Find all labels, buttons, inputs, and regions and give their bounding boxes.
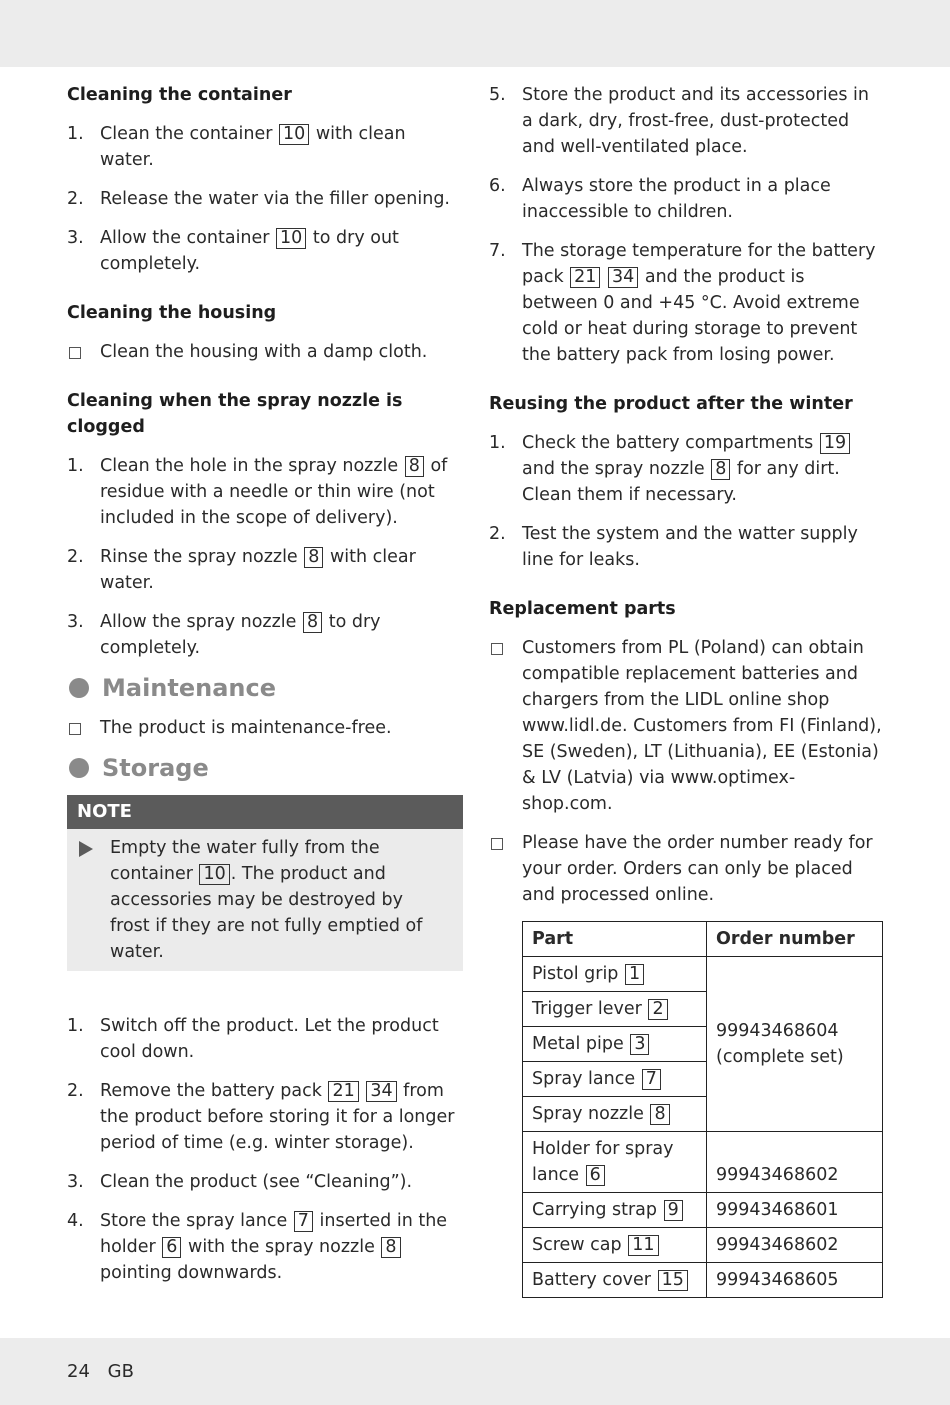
section-bullet-icon — [69, 678, 89, 698]
item-number: 5. — [489, 85, 506, 105]
list-item — [489, 82, 885, 160]
item-text: pointing downwards. — [100, 1263, 283, 1283]
item-text: to dry out completely. — [100, 228, 399, 274]
part-ref: 6 — [586, 1165, 605, 1186]
item-number: 2. — [489, 524, 506, 544]
list-item — [67, 1078, 463, 1156]
arrow-right-icon — [79, 841, 93, 857]
item-number: 3. — [67, 1172, 84, 1192]
order-number-cell — [707, 957, 883, 1132]
item-text: and the product is between 0 and +45 °C. Avoid extreme cold or heat during storage to prevent the battery pack from losing power. — [522, 267, 860, 365]
part-ref: 7 — [642, 1069, 661, 1090]
list-item — [67, 186, 463, 212]
part-ref: 3 — [630, 1034, 649, 1055]
item-text: from the product before storing it for a longer period of time (e.g. winter storage). — [100, 1081, 455, 1153]
cleaning-nozzle-list — [67, 453, 463, 661]
part-cell — [523, 1193, 707, 1228]
item-text: Remove the battery pack — [100, 1081, 328, 1101]
part-ref: 15 — [658, 1270, 688, 1291]
storage-list — [67, 1013, 463, 1286]
right-column — [489, 82, 885, 1298]
table-row — [523, 1263, 883, 1298]
item-text: Release the water via the filler opening. — [100, 189, 450, 209]
part-ref: 1 — [625, 964, 644, 985]
part-name: Pistol grip — [532, 964, 619, 984]
part-ref: 8 — [381, 1237, 400, 1258]
item-text: for any dirt. Clean them if necessary. — [522, 459, 840, 505]
part-name: Metal pipe — [532, 1034, 624, 1054]
order-number-cell: 99943468605 — [707, 1263, 883, 1298]
item-text: of residue with a needle or thin wire (not included in the scope of delivery). — [100, 456, 448, 528]
heading-replacement-parts: Replacement parts — [489, 599, 676, 619]
storage-list-continued — [489, 82, 885, 368]
item-text: The product is maintenance-free. — [100, 718, 392, 738]
page-footer — [67, 1361, 146, 1382]
part-ref: 10 — [279, 124, 309, 145]
cleaning-container-list — [67, 121, 463, 277]
heading-cleaning-housing: Cleaning the housing — [67, 303, 277, 323]
part-ref: 21 — [570, 267, 600, 288]
item-text: Always store the product in a place inaccessible to children. — [522, 176, 831, 222]
column-header-part: Part — [523, 922, 707, 957]
item-text: Clean the hole in the spray nozzle — [100, 456, 404, 476]
list-item — [67, 121, 463, 173]
list-item — [489, 238, 885, 368]
part-ref: 21 — [328, 1081, 358, 1102]
item-text: with clear water. — [100, 547, 416, 593]
heading-cleaning-nozzle: Cleaning when the spray nozzle is clogged — [67, 391, 403, 437]
checkbox-bullet-icon — [491, 643, 503, 655]
part-ref: 8 — [711, 459, 730, 480]
checkbox-bullet-icon — [69, 347, 81, 359]
item-text: Switch off the product. Let the product cool down. — [100, 1016, 439, 1062]
column-header-order-number: Order number — [707, 922, 883, 957]
item-text: with clean water. — [100, 124, 406, 170]
part-name: Screw cap — [532, 1235, 622, 1255]
item-text: inserted in the holder — [100, 1211, 448, 1257]
section-title: Maintenance — [102, 674, 277, 702]
part-ref: 10 — [276, 228, 306, 249]
item-text: to dry completely. — [100, 612, 381, 658]
list-item — [489, 430, 885, 508]
part-ref: 2 — [648, 999, 667, 1020]
order-number-cell: 99943468601 — [707, 1193, 883, 1228]
list-item — [489, 173, 885, 225]
note-text: Empty the water fully from the container — [110, 838, 380, 884]
part-cell — [523, 1097, 707, 1132]
header-band — [0, 0, 950, 67]
item-number: 3. — [67, 612, 84, 632]
list-item — [67, 544, 463, 596]
list-item — [67, 1208, 463, 1286]
list-item — [67, 1169, 463, 1195]
part-cell — [523, 1027, 707, 1062]
list-item — [67, 453, 463, 531]
part-ref: 8 — [303, 612, 322, 633]
note-body — [67, 829, 463, 971]
part-cell — [523, 1062, 707, 1097]
item-text: Allow the spray nozzle — [100, 612, 302, 632]
item-number: 1. — [67, 456, 84, 476]
list-item — [67, 225, 463, 277]
left-column — [67, 82, 463, 1299]
list-item — [489, 635, 885, 817]
note-text: . The product and accessories may be destroyed by frost if they are not fully emptied of water. — [110, 864, 423, 962]
item-text: Clean the container — [100, 124, 278, 144]
part-cell — [523, 957, 707, 992]
item-text: with the spray nozzle — [182, 1237, 381, 1257]
item-number: 7. — [489, 241, 506, 261]
list-item — [67, 609, 463, 661]
list-item — [67, 715, 463, 741]
list-item — [67, 339, 463, 365]
order-number-cell: 99943468602 — [707, 1228, 883, 1263]
item-text: Clean the product (see “Cleaning”). — [100, 1172, 413, 1192]
item-text: Please have the order number ready for your order. Orders can only be placed and processed online. — [522, 833, 873, 905]
part-ref: 10 — [199, 864, 229, 885]
checkbox-bullet-icon — [491, 838, 503, 850]
item-number: 6. — [489, 176, 506, 196]
part-name: Trigger lever — [532, 999, 642, 1019]
section-title: Storage — [102, 754, 209, 782]
order-note: (complete set) — [716, 1047, 844, 1067]
section-maintenance — [67, 675, 463, 701]
item-number: 2. — [67, 189, 84, 209]
order-number: 99943468604 — [716, 1021, 839, 1041]
list-item — [67, 1013, 463, 1065]
part-ref: 8 — [304, 547, 323, 568]
maintenance-list — [67, 715, 463, 741]
item-text: Customers from PL (Poland) can obtain compatible replacement batteries and chargers from the LIDL online shop www.lidl.de. Customers from FI (Finland), SE (Sweden), LT (Lithuania), EE (Estonia) & LV (Latvia) via www.optimex-shop.com. — [522, 638, 882, 814]
section-bullet-icon — [69, 758, 89, 778]
language-code: GB — [107, 1361, 134, 1382]
note-box — [67, 795, 463, 971]
part-ref: 34 — [608, 267, 638, 288]
table-row — [523, 1228, 883, 1263]
item-text: and the spray nozzle — [522, 459, 711, 479]
item-number: 1. — [67, 1016, 84, 1036]
part-cell — [523, 1263, 707, 1298]
item-text: Test the system and the watter supply line for leaks. — [522, 524, 858, 570]
order-number-cell: 99943468602 — [707, 1132, 883, 1193]
item-text: The storage temperature for the battery pack — [522, 241, 876, 287]
part-name: Carrying strap — [532, 1200, 658, 1220]
item-text: Clean the housing with a damp cloth. — [100, 342, 428, 362]
heading-cleaning-container: Cleaning the container — [67, 85, 292, 105]
item-text: Store the product and its accessories in a dark, dry, frost-free, dust-protected and well-ventilated place. — [522, 85, 869, 157]
item-text: Check the battery compartments — [522, 433, 819, 453]
table-row — [523, 957, 883, 992]
part-ref: 11 — [628, 1235, 658, 1256]
item-text: Allow the container — [100, 228, 276, 248]
item-number: 1. — [67, 124, 84, 144]
part-name: Spray lance — [532, 1069, 636, 1089]
checkbox-bullet-icon — [69, 723, 81, 735]
replacement-list — [489, 635, 885, 908]
part-name: Holder for spray lance — [532, 1139, 674, 1185]
item-number: 2. — [67, 547, 84, 567]
part-ref: 8 — [650, 1104, 669, 1125]
part-ref: 34 — [366, 1081, 396, 1102]
item-number: 1. — [489, 433, 506, 453]
item-text: Store the spray lance — [100, 1211, 293, 1231]
cleaning-housing-list — [67, 339, 463, 365]
part-cell — [523, 992, 707, 1027]
section-storage — [67, 755, 463, 781]
table-header-row — [523, 922, 883, 957]
part-ref: 7 — [294, 1211, 313, 1232]
part-ref: 9 — [664, 1200, 683, 1221]
item-number: 3. — [67, 228, 84, 248]
reusing-list — [489, 430, 885, 573]
list-item — [489, 830, 885, 908]
heading-reusing: Reusing the product after the winter — [489, 394, 853, 414]
part-cell — [523, 1228, 707, 1263]
table-row — [523, 1132, 883, 1193]
part-name: Battery cover — [532, 1270, 651, 1290]
item-number: 4. — [67, 1211, 84, 1231]
table-row — [523, 1193, 883, 1228]
list-item — [489, 521, 885, 573]
part-ref: 19 — [820, 433, 850, 454]
item-number: 2. — [67, 1081, 84, 1101]
part-name: Spray nozzle — [532, 1104, 644, 1124]
item-text: Rinse the spray nozzle — [100, 547, 304, 567]
page-number: 24 — [67, 1361, 90, 1382]
note-label: NOTE — [67, 795, 463, 829]
replacement-parts-table — [522, 921, 883, 1298]
part-ref: 8 — [405, 456, 424, 477]
part-cell — [523, 1132, 707, 1193]
part-ref: 6 — [162, 1237, 181, 1258]
